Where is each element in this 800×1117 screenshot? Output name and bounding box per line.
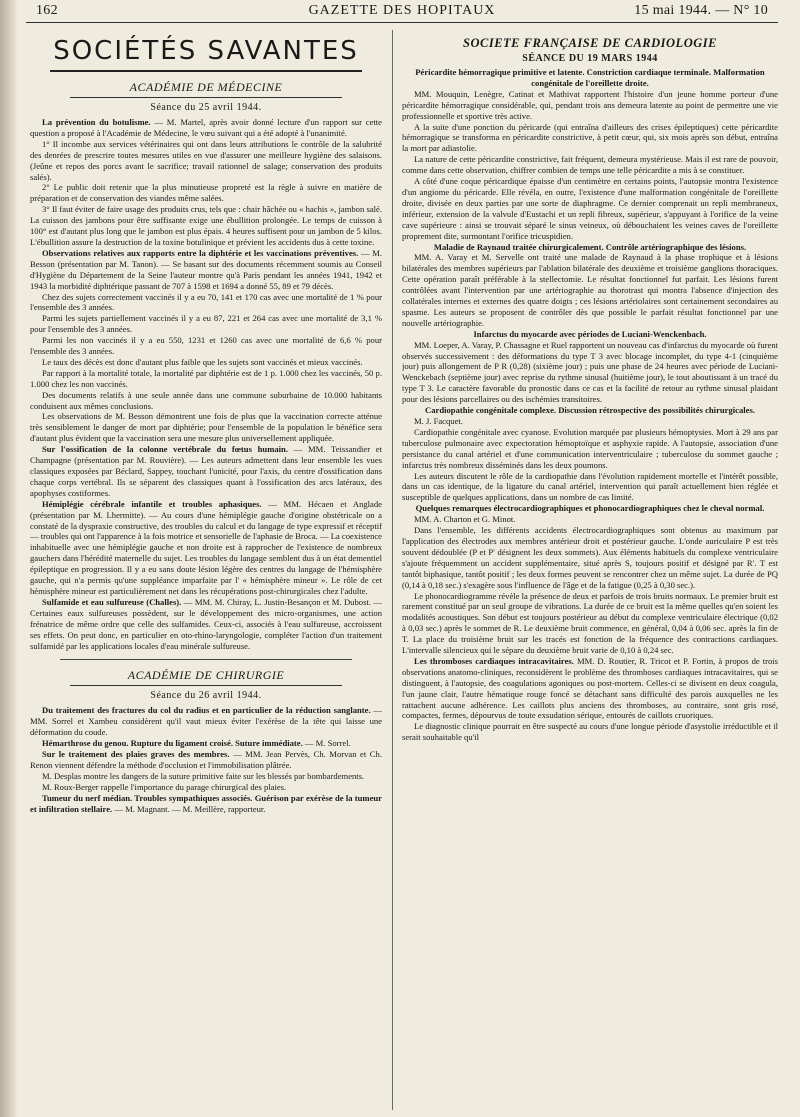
paragraph: Les observations de M. Besson démontrent une fois de plus que la vaccination correcte atténue très sensiblement le danger de mort par diphtérie; pour l'ensemble de la population le bénéfice sera d'autant plus évident que la vaccination sera une mesure plus universellement appliquée. bbox=[30, 411, 382, 444]
page-binding-shadow bbox=[0, 0, 18, 1117]
paragraph: Dans l'ensemble, les différents accidents électrocardiographiques sont obtenus au maximum par l'application des électrodes aux membres antérieur droit et postérieur gauche. L'onde auriculaire P est très souvent dédoublée (P et P' désignent les deux sommets). Aux éléments habituels du complexe ventriculaire s'ajoute fréquemment un accident supplémentaire, situé après S, toujours positif et désigné par R'. T est tantôt biphasique, tantôt positif ; les deux formes peuvent se rencontrer chez un même sujet. La durée de PQ (0,14 à 0,18 sec.) s'exagère sous l'influence de l'âge et de la fatigue (0,25 à 0,30 sec.). bbox=[402, 525, 778, 590]
paragraph: Parmi les sujets partiellement vaccinés il y a eu 87, 221 et 264 cas avec une mortalité de 3,1 % pour l'ensemble des 3 années. bbox=[30, 313, 382, 335]
article-tumeur bbox=[30, 793, 382, 815]
society-rule bbox=[70, 685, 342, 686]
issue-date: 15 mai 1944. — N° 10 bbox=[634, 3, 768, 18]
paragraph: La nature de cette péricardite constrictive, fait fréquent, demeura mystérieuse. Mais il est rare de pouvoir, comme dans cette observation, chiffrer combien de temps une telle péricardite a mis à se constituer. bbox=[402, 154, 778, 176]
society-heading-medecine: ACADÉMIE DE MÉDECINE bbox=[129, 80, 283, 94]
paragraph: MM. Mouquin, Lenègre, Catinat et Mathivat rapportent l'histoire d'un jeune homme porteur d'une péricardite hémorragique considérable, qui, pendant trois ans demeura latente au point de permettre une vie professionnelle et sportive très active. bbox=[402, 88, 778, 121]
paragraph: Par rapport à la mortalité totale, la mortalité par diphtérie est de 1 p. 1.000 chez les vaccinés, 50 p. 1.000 chez les non vaccinés. bbox=[30, 367, 382, 389]
section-title-rule bbox=[50, 70, 362, 72]
article-title: Les thromboses cardiaques intracavitaires. bbox=[414, 655, 574, 666]
seance-date: SÉANCE DU 19 MARS 1944 bbox=[522, 53, 658, 64]
paragraph: M. Desplas montre les dangers de la suture primitive faite sur les blessés par bombardements. bbox=[42, 770, 365, 781]
left-column bbox=[30, 30, 382, 1115]
right-column bbox=[402, 30, 778, 1115]
article-body: — MM. M. Chiray, L. Justin-Besançon et M. Dubost. — Certaines eaux sulfureuses possèdent, sur le développement des micro-organismes, une action frénatrice de même ordre que celle des sulfamides. Ceux-ci, associés à l'eau sulfureuse, accroissent ses effets. On peut donc, en particulier en oto-rhino-laryngologie, compléter l'action d'un traitement sulfamidé par les applications locales d'eau minérale sulfureuse. bbox=[30, 596, 382, 651]
paragraph: MM. A. Charton et G. Minot. bbox=[414, 514, 516, 525]
article-title: Infarctus du myocarde avec périodes de Luciani-Wenckenbach. bbox=[473, 328, 707, 339]
article-title: Hémarthrose du genou. Rupture du ligament croisé. Suture immédiate. bbox=[42, 738, 303, 749]
article-body: — M. Martel, après avoir donné lecture d'un rapport sur cette question a proposé à l'Académie de Médecine, le vœu suivant qui a été adopté à l'unanimité. bbox=[30, 117, 382, 138]
paragraph: M. Roux-Berger rappelle l'importance du parage chirurgical des plaies. bbox=[42, 781, 287, 792]
article-body: — M. Magnant. — M. Meillère, rapporteur. bbox=[114, 803, 266, 814]
article-fractures bbox=[30, 705, 382, 738]
paragraph: Les auteurs discutent le rôle de la cardiopathie dans l'évolution rapidement mortelle et l'intérêt possible, dans un cas identique, de la ligature du canal artériel, intervention qui paraît actuellement bien réglée et susceptible de quelques applications, dans un nombre de cas limité. bbox=[402, 470, 778, 503]
paragraph: Chez des sujets correctement vaccinés il y a eu 70, 141 et 170 cas avec une mortalité de 1 % pour l'ensemble des 3 années. bbox=[30, 291, 382, 313]
article-ossification bbox=[30, 444, 382, 499]
article-title: Maladie de Raynaud traitée chirurgicalement. Contrôle artériographique des lésions. bbox=[433, 241, 747, 252]
society-rule bbox=[70, 97, 342, 98]
article-hemarthrose bbox=[30, 738, 382, 749]
article-title: Du traitement des fractures du col du radius et en particulier de la réduction sanglante. bbox=[42, 705, 371, 716]
page-number: 162 bbox=[36, 3, 58, 18]
article-plaies bbox=[30, 749, 382, 771]
paragraph: 2° Le public doit retenir que la plus minutieuse propreté est la règle à suivre en matière de préparation et de conservation des viandes même salées. bbox=[30, 182, 382, 204]
article-title: Tumeur du nerf médian. Troubles sympathiques associés. Guérison par exérèse de la tumeur et infiltration stellaire. bbox=[30, 792, 382, 814]
article-title: Observations relatives aux rapports entre la diphtérie et les vaccinations préventives. bbox=[42, 247, 359, 258]
section-divider bbox=[60, 659, 352, 660]
article-botulisme bbox=[30, 117, 382, 139]
paragraph: Le diagnostic clinique pourrait en être suspecté au cours d'une longue période d'asystolie irréductible et il serait souhaitable qu'il bbox=[402, 721, 778, 743]
paragraph: M. J. Facquet. bbox=[414, 416, 463, 426]
paragraph: A côté d'une coque péricardique épaisse d'un centimètre en certains points, l'autopsie montra l'existence d'un angiome du péricarde. Elle révéla, en outre, l'existence d'une malformation congénitale de l'oreillette droite, divisée en deux parties par une sorte de diaphragme. Ce dernier comprenait un repli membraneux, inférieur, extension de la valvule d'Eustachi et un repli fibreux, supérieur, s'appuyant à l'orifice de la veine cave supérieure : ainsi se trouvait séparé le sinus veineux, où débouchaient les veines caves de l'oreillette proprement dite, surmontant l'orifice tricuspidien. bbox=[402, 176, 778, 241]
article-hemiplegie bbox=[30, 499, 382, 597]
society-heading-cardiologie: SOCIETE FRANÇAISE DE CARDIOLOGIE bbox=[463, 36, 717, 50]
article-title: Sulfamide et eau sulfureuse (Challes). bbox=[42, 596, 182, 607]
article-title: Hémiplégie cérébrale infantile et troubles aphasiques. bbox=[42, 498, 262, 509]
paragraph: Des documents relatifs à une seule année dans une commune suburbaine de 10.000 habitants conduisent aux mêmes conclusions. bbox=[30, 389, 382, 411]
paragraph: 1° Il incombe aux services vétérinaires qui ont dans leurs attributions le contrôle de la salubrité des denrées de prescrire toutes mesures utiles en vue d'assurer une meilleure hygiène des salaisons. (Jeûne et repos des porcs avant le sacrifice; travail rationnel de salage; conservation des produits salés). bbox=[30, 138, 382, 182]
article-title: Sur le traitement des plaies graves des membres. bbox=[42, 749, 230, 760]
running-header bbox=[26, 0, 778, 22]
paragraph: MM. A. Varay et M. Servelle ont traité une malade de Raynaud à la phase trophique et à lésions bilatérales des membres supérieurs par l'ablation bilatérale des deuxième et troisième ganglions thoraciques. Cette opération paraît préférable à la stellectomie. Le résultat fonctionnel fut parfait. Les lésions furent contrôlées avant l'intervention par une artériographie au thorotrast qui montra l'absence d'injection des collatérales internes et externes des quatre doigts ; ces lésions artériolaires sont certainement secondaires au spasme. Les auteurs se proposent de contrôler dès que possible le parfait résultat fonctionnel par une nouvelle artériographie. bbox=[402, 252, 778, 328]
paragraph: A la suite d'une ponction du péricarde (qui entraîna d'ailleurs des crises épileptiques) cette péricardite hémorragique se transforma en péricardite constrictive, à petit cœur, qui, six mois après son début, entraîna la mort par adiastolie. bbox=[402, 121, 778, 154]
paragraph: Le taux des décès est donc d'autant plus faible que les sujets sont vaccinés et mieux vaccinés. bbox=[42, 356, 363, 367]
article-body: — MM. Jean Pervès, Ch. Morvan et Ch. Renon viennent défendre la méthode d'occlusion et l'immobilisation plâtrée. bbox=[30, 749, 382, 770]
society-heading-chirurgie: ACADÉMIE DE CHIRURGIE bbox=[127, 668, 285, 683]
article-body: — MM. Teissandier et Champagne (présentation par M. Rouvière). — Les auteurs admettent dans leur ensemble les vues classiques exposées par Béclard, Sappey, touchant l'unicité, pour l'axis, du centre d'ossification dans chaque corps vertébral. Ils se séparent des classiques quant à l'ossification des arcs latéraux, des apophyses costiformes. bbox=[30, 444, 382, 498]
article-body: — MM. Hécaen et Anglade (présentation par M. Lhermitte). — Au cours d'une hémiplégie gauche d'origine obstétricale on a constaté de la dyspraxie constructive, des troubles du calcul et du langage de type expressif et réceptif — troubles qui ont l'apparence à la fois motrice et sensorielle de l'aphasie de Broca. — La coexistence inhabituelle avec une hémiplégie gauche et non droite est à rapprocher de l'existence de nombreux gauchers dans l'hérédité maternelle du sujet. Les troubles du langage semblent dus à un état dementiel épileptique en progression. Il y a eu sans doute lésion légère des centres du langage de l'hémisphère gauche, qui n'a permis qu'une suppléance imparfaite par l' « hémisphère mineur ». Le rôle de cet hémisphère mineur est particulièrement net dans les récupérations post-chirurgicales chez l'adulte. bbox=[30, 498, 382, 596]
article-title: La prévention du botulisme. bbox=[42, 117, 151, 127]
article-title: Quelques remarques électrocardiographiques et phonocardiographiques chez le cheval normal. bbox=[415, 503, 765, 514]
column-divider bbox=[392, 30, 393, 1110]
article-title: Sur l'ossification de la colonne vertébrale du fœtus humain. bbox=[42, 444, 288, 455]
article-title: Cardiopathie congénitale complexe. Discussion rétrospective des possibilités chirurgicales. bbox=[425, 405, 755, 416]
section-title: SOCIÉTÉS SAVANTES bbox=[53, 36, 359, 66]
paragraph: Le phonocardiogramme révèle la présence de deux et parfois de trois bruits normaux. Le premier bruit est rarement constitué par un seul groupe de vibrations. La durée de ce bruit est la même quelles qu'en soient les modalités acoustiques. Son début est toujours postérieur au début du complexe ventriculaire électrique (0,02 à 0,03 sec.) après le sommet de R. Le deuxième bruit commence, en général, 0,04 à 0,06 sec. après la fin de T. La place du troisième bruit sur les tracés est fonction de la fréquence des contractions cardiaques. L'intervalle silencieux qui le sépare du deuxième bruit varie de 0,10 à 0,24 sec. bbox=[402, 590, 778, 656]
article-body: — M. Besson (présentation par M. Tanon). — Se basant sur des documents récemment soumis au Conseil d'Hygiène du Département de la Seine l'auteur montre qu'à Paris pendant les années 1941, 1942 et 1943 la morbidité diphtérique passant de 707 à 1598 et 1694 a donné 55, 89 et 79 décès. bbox=[30, 247, 382, 291]
article-thromboses bbox=[402, 656, 778, 721]
paragraph: MM. Loeper, A. Varay, P. Chassagne et Ruel rapportent un nouveau cas d'infarctus du myocarde où furent observés successivement : des déformations du type T 3 avec blocage incomplet, du type 4-1 (cinquième jour) puis allongement de P R (0,28) (sixième jour) ; puis une phase de 24 heures avec période de Luciani-Wenckebach (septième jour) avec reprise du rythme sinusal (huitième jour), le tout aboutissant à un tracé du type T 3. Le caractère favorable du pronostic dans ce cas et la facilité de retour au rythme sinusal plaidant pour des lésions parcellaires ou des ischémies transitoires. bbox=[402, 339, 778, 405]
journal-title: GAZETTE DES HOPITAUX bbox=[308, 3, 496, 18]
article-diphterie bbox=[30, 248, 382, 292]
header-rule bbox=[26, 22, 778, 23]
paragraph: Parmi les non vaccinés il y a eu 550, 1231 et 1260 cas avec une mortalité de 6,6 % pour l'ensemble des 3 années. bbox=[30, 335, 382, 357]
seance-date: Séance du 26 avril 1944. bbox=[150, 690, 262, 702]
article-body: — M. Sorrel. bbox=[304, 738, 351, 749]
paragraph: Cardiopathie congénitale avec cyanose. Evolution marquée par plusieurs hémoptysies. Mort à 29 ans par tuberculose pulmonaire avec expectoration hémoptoïque et asphyxie rapide. A l'autopsie, association d'une persistance du canal artériel et d'une communication interventriculaire ; tuberculose du sommet gauche ; infarctus très nombreux disséminés dans les deux poumons. bbox=[402, 426, 778, 470]
article-sulfamide bbox=[30, 597, 382, 652]
article-title: Péricardite hémorragique primitive et latente. Constriction cardiaque terminale. Malformation congénitale de l'oreillette droite. bbox=[415, 67, 765, 88]
seance-date: Séance du 25 avril 1944. bbox=[150, 102, 262, 113]
article-body: MM. D. Routier, R. Tricot et P. Fortin, à propos de trois observations anatomo-cliniques, reconsidèrent le problème des thromboses cardiaques intracavitaires, qui se distinguent, à l'autopsie, des coagulations agoniques ou post-mortem. Celles-ci se divisent en deux coagula, l'un jaune clair, l'autre hématique rouge foncé se détachant sans difficulté des parois auxquelles ne les rattachent aucune adhérence. Les caillots plus anciens des thromboses, au contraire, sont gris rosé, compactes, fermes, dépourvus de toute exsudation sérique, entourés de caillots cruoriques. bbox=[402, 655, 778, 721]
paragraph: 3° Il faut éviter de faire usage des produits crus, tels que : chair hâchée ou « hachis », jambon salé. La cuisson des jambons pour être suffisante exige une ébullition prolongée. Le temps de cuisson à 100° est d'autant plus long que le jambon est plus épais. 4 heures suffisent pour un jambon de 5 kilos. L'ébullition assure la destruction de la toxine botulinique et prévient les accidents dus à cette toxine. bbox=[30, 204, 382, 247]
article-body: — MM. Sorrel et Xambeu considèrent qu'il vaut mieux éviter l'exérèse de la tête qui laisse une déformation du coude. bbox=[30, 705, 382, 738]
